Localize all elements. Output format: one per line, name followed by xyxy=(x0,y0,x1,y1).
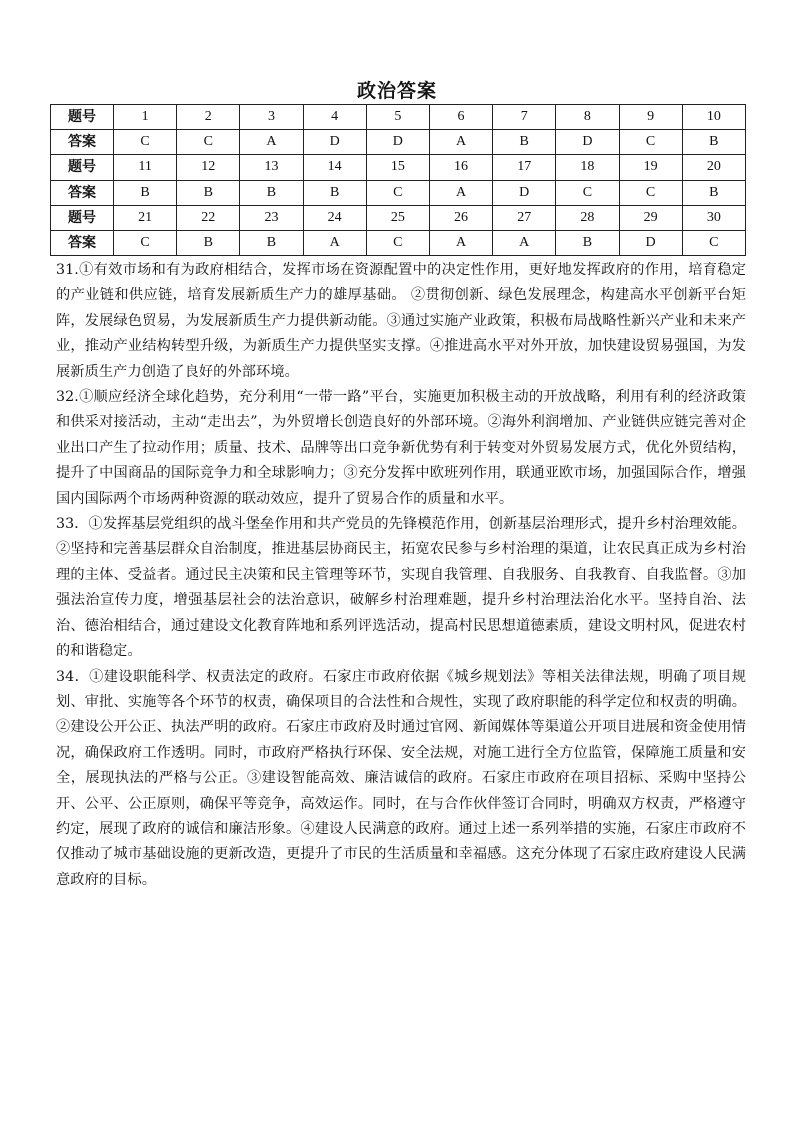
table-cell: C xyxy=(366,180,429,205)
table-cell: 4 xyxy=(303,105,366,130)
table-cell: C xyxy=(682,230,745,255)
table-row xyxy=(51,155,746,180)
row-label: 题号 xyxy=(51,155,114,180)
answer-table xyxy=(50,104,746,256)
table-cell: A xyxy=(429,180,492,205)
table-cell: 12 xyxy=(177,155,240,180)
table-row xyxy=(51,180,746,205)
table-cell: 24 xyxy=(303,205,366,230)
table-row xyxy=(51,130,746,155)
table-cell: 29 xyxy=(619,205,682,230)
table-row xyxy=(51,205,746,230)
table-cell: B xyxy=(682,180,745,205)
table-cell: C xyxy=(619,130,682,155)
table-cell: B xyxy=(114,180,177,205)
table-cell: 14 xyxy=(303,155,366,180)
table-cell: A xyxy=(429,230,492,255)
table-cell: D xyxy=(619,230,682,255)
table-cell: 3 xyxy=(240,105,303,130)
table-cell: C xyxy=(366,230,429,255)
table-cell: 26 xyxy=(429,205,492,230)
table-cell: B xyxy=(556,230,619,255)
row-label: 答案 xyxy=(51,180,114,205)
row-label: 题号 xyxy=(51,105,114,130)
table-cell: B xyxy=(177,180,240,205)
page-title: 政治答案 xyxy=(356,80,437,102)
table-cell: 6 xyxy=(429,105,492,130)
table-cell: 25 xyxy=(366,205,429,230)
table-cell: B xyxy=(240,230,303,255)
row-label: 答案 xyxy=(51,230,114,255)
table-cell: 11 xyxy=(114,155,177,180)
table-cell: B xyxy=(177,230,240,255)
table-cell: 2 xyxy=(177,105,240,130)
answer-33: 33．①发挥基层党组织的战斗堡垒作用和共产党员的先锋模范作用，创新基层治理形式，提升乡村治理效能。②坚持和完善基层群众自治制度，推进基层协商民主，拓宽农民参与乡村治理的渠道，让农民真正成为乡村治理的主体、受益者。通过民主决策和民主管理等环节，实现自我管理、自我服务、自我教育、自我监督。③加强法治宣传力度，增强基层社会的法治意识，破解乡村治理难题，提升乡村治理法治化水平。坚持自治、法治、德治相结合，通过建设文化教育阵地和系列评选活动，提高村民思想道德素质，建设文明村风，促进农村的和谐稳定。 xyxy=(56,516,746,660)
table-cell: 5 xyxy=(366,105,429,130)
table-cell: 7 xyxy=(493,105,556,130)
table-cell: B xyxy=(682,130,745,155)
table-cell: 10 xyxy=(682,105,745,130)
answer-32: 32.①顺应经济全球化趋势，充分利用“一带一路”平台，实施更加积极主动的开放战略，利用有利的经济政策和供采对接活动，主动“走出去”，为外贸增长创造良好的外部环境。②海外利润增加、产业链供应链完善对企业出口产生了拉动作用；质量、技术、品牌等出口竞争新优势有利于转变对外贸易发展方式，优化外贸结构，提升了中国商品的国际竞争力和全球影响力；③充分发挥中欧班列作用，联通亚欧市场，加强国际合作，增强国内国际两个市场两种资源的联动效应，提升了贸易合作的质量和水平。 xyxy=(56,389,746,507)
table-cell: 30 xyxy=(682,205,745,230)
table-cell: A xyxy=(429,130,492,155)
table-cell: C xyxy=(619,180,682,205)
essay-answers xyxy=(56,258,746,893)
row-label: 题号 xyxy=(51,205,114,230)
table-cell: C xyxy=(114,130,177,155)
table-cell: 23 xyxy=(240,205,303,230)
table-cell: A xyxy=(303,230,366,255)
table-cell: 28 xyxy=(556,205,619,230)
table-cell: 9 xyxy=(619,105,682,130)
table-cell: A xyxy=(240,130,303,155)
table-cell: D xyxy=(556,130,619,155)
table-cell: 15 xyxy=(366,155,429,180)
table-cell: 16 xyxy=(429,155,492,180)
table-cell: D xyxy=(303,130,366,155)
table-cell: 22 xyxy=(177,205,240,230)
answer-31: 31.①有效市场和有为政府相结合，发挥市场在资源配置中的决定性作用，更好地发挥政府的作用，培育稳定的产业链和供应链，培育发展新质生产力的雄厚基础。 ②贯彻创新、绿色发展理念，构建高水平创新平台矩阵，发展绿色贸易，为发展新质生产力提供新动能。③通过实施产业政策，积极布局战略性新兴产业和未来产业，推动产业结构转型升级，为新质生产力提供坚实支撑。④推进高水平对外开放，加快建设贸易强国，为发展新质生产力创造了良好的外部环境。 xyxy=(56,262,746,380)
table-cell: C xyxy=(177,130,240,155)
table-row xyxy=(51,230,746,255)
table-cell: 13 xyxy=(240,155,303,180)
table-cell: 20 xyxy=(682,155,745,180)
table-cell: 27 xyxy=(493,205,556,230)
table-row xyxy=(51,105,746,130)
table-cell: 21 xyxy=(114,205,177,230)
table-cell: 17 xyxy=(493,155,556,180)
table-cell: B xyxy=(240,180,303,205)
table-cell: D xyxy=(493,180,556,205)
table-cell: C xyxy=(556,180,619,205)
table-cell: C xyxy=(114,230,177,255)
table-cell: 19 xyxy=(619,155,682,180)
table-cell: 8 xyxy=(556,105,619,130)
row-label: 答案 xyxy=(51,130,114,155)
table-cell: A xyxy=(493,230,556,255)
table-cell: B xyxy=(493,130,556,155)
table-cell: 1 xyxy=(114,105,177,130)
table-cell: B xyxy=(303,180,366,205)
table-cell: D xyxy=(366,130,429,155)
table-cell: 18 xyxy=(556,155,619,180)
answer-34: 34．①建设职能科学、权责法定的政府。石家庄市政府依据《城乡规划法》等相关法律法规，明确了项目规划、审批、实施等各个环节的权责，确保项目的合法性和合规性，实现了政府职能的科学定位和权责的明确。②建设公开公正、执法严明的政府。石家庄市政府及时通过官网、新闻媒体等渠道公开项目进展和资金使用情况，确保政府工作透明。同时，市政府严格执行环保、安全法规，对施工进行全方位监管，保障施工质量和安全，展现执法的严格与公正。③建设智能高效、廉洁诚信的政府。石家庄市政府在项目招标、采购中坚持公开、公平、公正原则，确保平等竞争，高效运作。同时，在与合作伙伴签订合同时，明确双方权责，严格遵守约定，展现了政府的诚信和廉洁形象。④建设人民满意的政府。通过上述一系列举措的实施，石家庄市政府不仅推动了城市基础设施的更新改造，更提升了市民的生活质量和幸福感。这充分体现了石家庄政府建设人民满意政府的目标。 xyxy=(56,668,746,888)
